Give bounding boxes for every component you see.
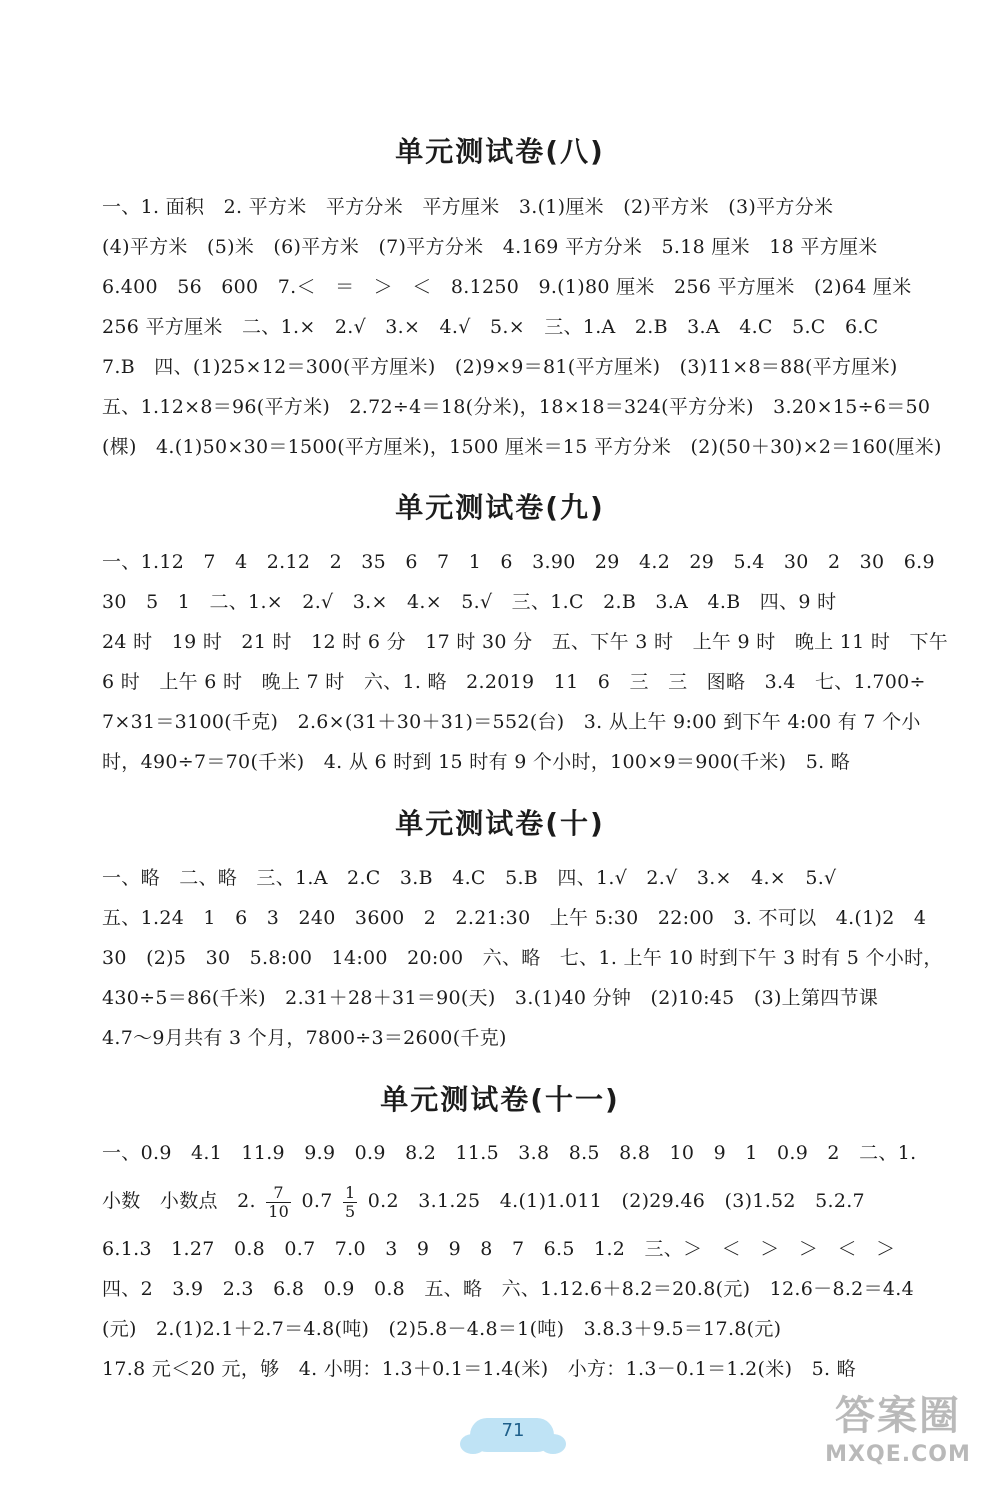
watermark-domain: MXQE.COM: [825, 1442, 971, 1467]
answer-line: 7.B 四、(1)25×12＝300(平方厘米) (2)9×9＝81(平方厘米) (3)11×8＝88(平方厘米): [102, 356, 898, 378]
watermark-logo: [808, 1392, 988, 1482]
answer-line-with-fractions: [102, 1173, 952, 1229]
answer-line: 24 时 19 时 21 时 12 时 6 分 17 时 30 分 五、下午 3 时 上午 9 时 晚上 11 时 下午: [102, 631, 949, 653]
answer-line: 四、2 3.9 2.3 6.8 0.9 0.8 五、略 六、1.12.6＋8.2＝20.8(元) 12.6－8.2＝4.4: [102, 1278, 914, 1300]
answer-line: 30 (2)5 30 5.8:00 14:00 20:00 六、略 七、1. 上午 10 时到下午 3 时有 5 个小时，: [102, 947, 943, 969]
section-body-9: [102, 542, 952, 782]
answer-line: 6.400 56 600 7.＜ ＝ ＞ ＜ 8.1250 9.(1)80 厘米 256 平方厘米 (2)64 厘米: [102, 276, 912, 298]
answer-line: 6 时 上午 6 时 晚上 7 时 六、1. 略 2.2019 11 6 三 三 图略 3.4 七、1.700÷: [102, 671, 926, 693]
answer-line: 一、1. 面积 2. 平方米 平方分米 平方厘米 3.(1)厘米 (2)平方米 (3)平方分米: [102, 196, 834, 218]
answer-line: 五、1.24 1 6 3 240 3600 2 2.21:30 上午 5:30 22:00 3. 不可以 4.(1)2 4: [102, 907, 927, 929]
section-title-9: 单元测试卷(九): [395, 491, 605, 524]
page-number: 71: [501, 1420, 525, 1441]
fraction-numerator: 1: [344, 1182, 356, 1202]
section-title-10: 单元测试卷(十): [395, 807, 605, 840]
section-title-11: 单元测试卷(十一): [380, 1083, 620, 1116]
answer-line: (元) 2.(1)2.1＋2.7＝4.8(吨) (2)5.8－4.8＝1(吨) 3.8.3＋9.5＝17.8(元): [102, 1318, 782, 1340]
answer-line: 4.7～9月共有 3 个月，7800÷3＝2600(千克): [102, 1027, 507, 1049]
answer-text: 小数 小数点 2.: [102, 1190, 256, 1212]
section-body-8: [102, 187, 952, 467]
answer-line: 256 平方厘米 二、1.× 2.√ 3.× 4.√ 5.× 三、1.A 2.B 3.A 4.C 5.C 6.C: [102, 316, 879, 338]
fraction-denominator: 5: [344, 1201, 356, 1221]
answer-line: 7×31＝3100(千克) 2.6×(31＋30＋31)＝552(台) 3. 从上午 9:00 到下午 4:00 有 7 个小: [102, 711, 921, 733]
answer-line: 时，490÷7＝70(千米) 4. 从 6 时到 15 时有 9 个小时，100×9＝900(千米) 5. 略: [102, 751, 851, 773]
answer-line: (棵) 4.(1)50×30＝1500(平方厘米)，1500 厘米＝15 平方分米 (2)(50＋30)×2＝160(厘米): [102, 436, 942, 458]
answer-line: 6.1.3 1.27 0.8 0.7 7.0 3 9 9 8 7 6.5 1.2 三、＞ ＜ ＞ ＞ ＜ ＞: [102, 1238, 896, 1260]
fraction-denominator: 10: [268, 1201, 290, 1221]
section-title-8: 单元测试卷(八): [395, 135, 605, 168]
answer-line: 一、0.9 4.1 11.9 9.9 0.9 8.2 11.5 3.8 8.5 8.8 10 9 1 0.9 2 二、1.: [102, 1142, 917, 1164]
answer-line: 五、1.12×8＝96(平方米) 2.72÷4＝18(分米)，18×18＝324(平方分米) 3.20×15÷6＝50: [102, 396, 931, 418]
fraction-seven-tenths: [266, 1184, 291, 1221]
answer-line: 一、1.12 7 4 2.12 2 35 6 7 1 6 3.90 29 4.2 29 5.4 30 2 30 6.9: [102, 551, 935, 573]
answer-line: 30 5 1 二、1.× 2.√ 3.× 4.× 5.√ 三、1.C 2.B 3.A 4.B 四、9 时: [102, 591, 837, 613]
section-body-10: [102, 858, 952, 1058]
watermark-text: 答案圈: [835, 1393, 961, 1439]
answer-line: 一、略 二、略 三、1.A 2.C 3.B 4.C 5.B 四、1.√ 2.√ 3.× 4.× 5.√: [102, 867, 837, 889]
answer-text: 0.7: [301, 1190, 333, 1212]
fraction-one-fifth: [343, 1184, 357, 1221]
answer-line: 17.8 元＜20 元，够 4. 小明：1.3＋0.1＝1.4(米) 小方：1.3－0.1＝1.2(米) 5. 略: [102, 1358, 856, 1380]
fraction-numerator: 7: [266, 1184, 291, 1203]
answer-line: 430÷5＝86(千米) 2.31＋28＋31＝90(天) 3.(1)40 分钟 (2)10:45 (3)上第四节课: [102, 987, 879, 1009]
answer-line: (4)平方米 (5)米 (6)平方米 (7)平方分米 4.169 平方分米 5.18 厘米 18 平方厘米: [102, 236, 878, 258]
page-number-badge: [458, 1416, 568, 1456]
section-body-11: [102, 1133, 952, 1389]
answer-text: 0.2 3.1.25 4.(1)1.011 (2)29.46 (3)1.52 5.2.7: [367, 1190, 865, 1212]
